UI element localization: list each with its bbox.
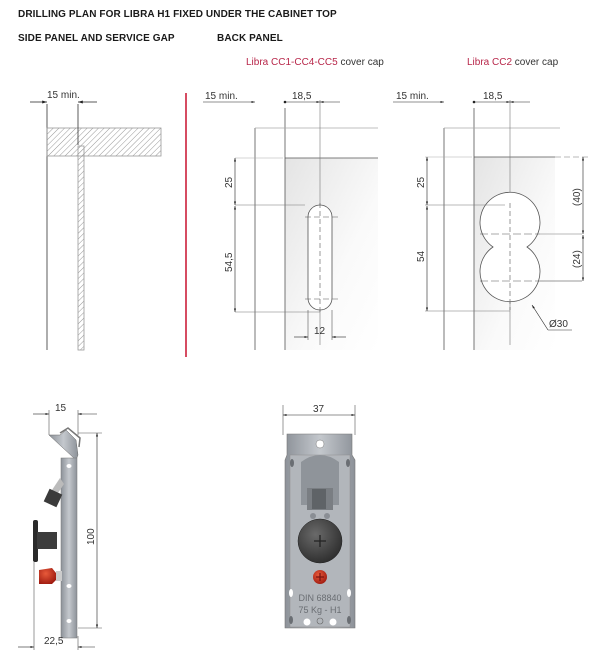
caption-product-name: Libra CC1-CC4-CC5 <box>246 57 338 68</box>
section-title-side-panel: SIDE PANEL AND SERVICE GAP <box>18 33 175 44</box>
dim-side-view-height: 100 <box>86 528 97 545</box>
dim-back2-offset: 18,5 <box>483 91 503 102</box>
caption-product-name: Libra CC2 <box>467 57 513 68</box>
dim-back1-gap: 15 min. <box>205 91 238 102</box>
hinge-side-view <box>18 403 102 650</box>
product-label-load: 75 Kg - H1 <box>298 605 342 615</box>
dim-front-view-width: 37 <box>313 404 325 415</box>
side-panel-drawing <box>30 90 161 350</box>
dim-back1-offset: 18,5 <box>292 91 312 102</box>
dim-back2-gap: 15 min. <box>396 91 429 102</box>
dim-back1-slot-length: 54,5 <box>224 252 235 272</box>
dim-back2-diameter: Ø30 <box>549 319 568 330</box>
page-title: DRILLING PLAN FOR LIBRA H1 FIXED UNDER THE CABINET TOP <box>18 9 337 20</box>
dim-side-view-top: 15 <box>55 403 67 414</box>
dim-back2-top: 25 <box>416 176 427 188</box>
dim-back1-slot-width: 12 <box>314 326 326 337</box>
back-panel-cc145-drawing <box>203 91 378 350</box>
dim-back1-top: 25 <box>224 176 235 188</box>
section-title-back-panel: BACK PANEL <box>217 33 283 44</box>
hinge-front-view <box>283 404 355 628</box>
dim-side-gap: 15 min. <box>47 90 80 101</box>
dim-back2-length: 54 <box>416 250 427 262</box>
product-label-din: DIN 68840 <box>298 593 342 603</box>
back-panel-cc2-drawing <box>393 91 590 350</box>
dim-side-view-bottom: 22,5 <box>44 636 64 647</box>
caption-suffix: cover cap <box>512 57 559 68</box>
dim-back2-lower: (24) <box>572 250 583 268</box>
dim-back2-upper: (40) <box>572 188 583 206</box>
caption-suffix: cover cap <box>337 57 384 68</box>
